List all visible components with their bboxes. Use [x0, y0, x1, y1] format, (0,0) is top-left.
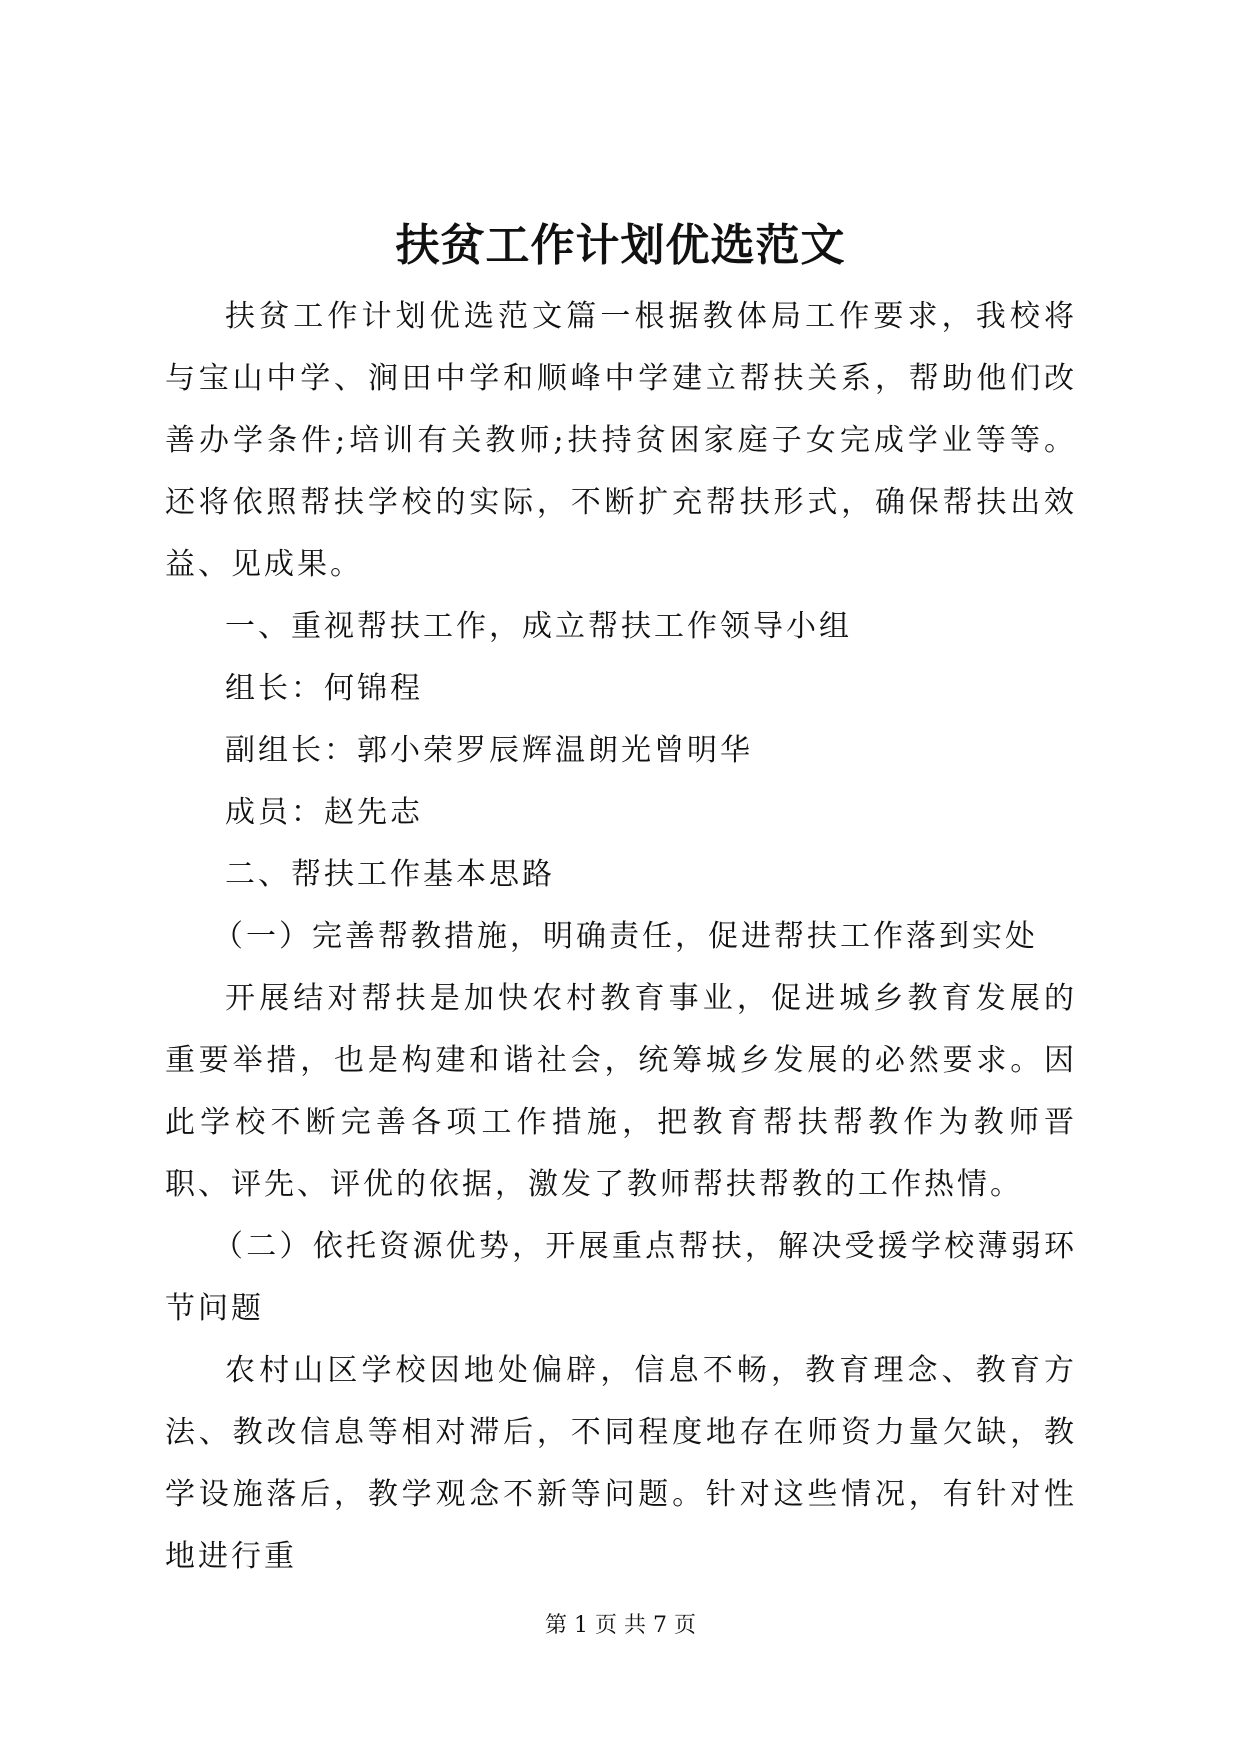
- paragraph: 组长：何锦程: [225, 671, 423, 706]
- paragraph: 农村山区学校因地处偏辟，信息不畅，教育理念、教育方法、教改信息等相对滞后，不同程度地存在师资力量欠缺，教学设施落后，教学观念不新等问题。针对这些情况，有针对性地进行重: [165, 1353, 1077, 1574]
- paragraph: 副组长：郭小荣罗辰辉温朗光曾明华: [225, 733, 753, 768]
- subsection-heading: （一）完善帮教措施，明确责任，促进帮扶工作落到实处: [213, 919, 1038, 954]
- paragraph: 成员：赵先志: [225, 795, 423, 830]
- paragraph: 扶贫工作计划优选范文篇一根据教体局工作要求，我校将与宝山中学、涧田中学和顺峰中学建立帮扶关系，帮助他们改善办学条件;培训有关教师;扶持贫困家庭子女完成学业等等。还将依照帮扶学校的实际，不断扩充帮扶形式，确保帮扶出效益、见成果。: [165, 299, 1077, 582]
- subsection-heading: （二）依托资源优势，开展重点帮扶，解决受援学校薄弱环节问题: [165, 1229, 1077, 1326]
- section-heading: 二、帮扶工作基本思路: [225, 857, 555, 892]
- document-body: [165, 286, 1077, 1588]
- page-footer: 第 1 页 共 7 页: [545, 1613, 696, 1638]
- document-title: 扶贫工作计划优选范文: [395, 220, 846, 271]
- section-heading: 一、重视帮扶工作，成立帮扶工作领导小组: [225, 609, 852, 644]
- paragraph: 开展结对帮扶是加快农村教育事业，促进城乡教育发展的重要举措，也是构建和谐社会，统筹城乡发展的必然要求。因此学校不断完善各项工作措施，把教育帮扶帮教作为教师晋职、评先、评优的依据，激发了教师帮扶帮教的工作热情。: [165, 981, 1077, 1202]
